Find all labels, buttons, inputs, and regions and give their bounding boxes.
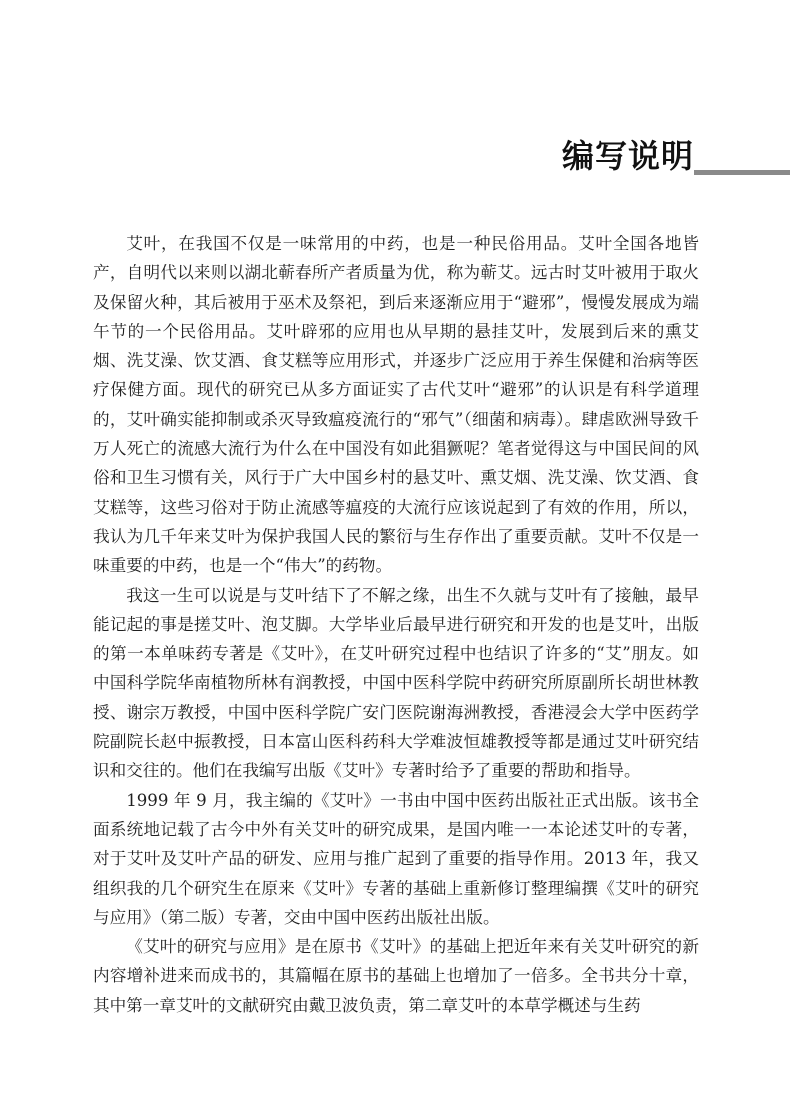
paragraph: 艾叶，在我国不仅是一味常用的中药，也是一种民俗用品。艾叶全国各地皆产，自明代以来则以湖北蕲春所产者质量为优，称为蕲艾。远古时艾叶被用于取火及保留火种，其后被用于巫术及祭祀，到后来逐渐应用于“避邪”，慢慢发展成为端午节的一个民俗用品。艾叶辟邪的应用也从早期的悬挂艾叶，发展到后来的熏艾烟、洗艾澡、饮艾酒、食艾糕等应用形式，并逐步广泛应用于养生保健和治病等医疗保健方面。现代的研究已从多方面证实了古代艾叶“避邪”的认识是有科学道理的，艾叶确实能抑制或杀灭导致瘟疫流行的“邪气”（细菌和病毒）。肆虐欧洲导致千万人死亡的流感大流行为什么在中国没有如此猖獗呢？笔者觉得这与中国民间的风俗和卫生习惯有关，风行于广大中国乡村的悬艾叶、熏艾烟、洗艾澡、饮艾酒、食艾糕等，这些习俗对于防止流感等瘟疫的大流行应该说起到了有效的作用，所以，我认为几千年来艾叶为保护我国人民的繁衍与生存作出了重要贡献。艾叶不仅是一味重要的中药，也是一个“伟大”的药物。 <box>93 234 699 576</box>
paragraph: 1999 年 9 月，我主编的《艾叶》一书由中国中医药出版社正式出版。该书全面系统地记载了古今中外有关艾叶的研究成果，是国内唯一一本论述艾叶的专著，对于艾叶及艾叶产品的研发、应用与推广起到了重要的指导作用。2013 年，我又组织我的几个研究生在原来《艾叶》专著的基础上重新修订整理编撰《艾叶的研究与应用》（第二版）专著，交由中国中医药出版社出版。 <box>93 790 699 927</box>
section-header <box>0 136 790 180</box>
section-title: 编写说明 <box>561 137 694 175</box>
body-text <box>93 229 699 1020</box>
paragraph: 《艾叶的研究与应用》是在原书《艾叶》的基础上把近年来有关艾叶研究的新内容增补进来而成书的，其篇幅在原书的基础上也增加了一倍多。全书共分十章，其中第一章艾叶的文献研究由戴卫波负责，第二章艾叶的本草学概述与生药 <box>93 937 699 1015</box>
title-underline-rule <box>694 170 790 175</box>
paragraph: 我这一生可以说是与艾叶结下了不解之缘，出生不久就与艾叶有了接触，最早能记起的事是搓艾叶、泡艾脚。大学毕业后最早进行研究和开发的也是艾叶，出版的第一本单味药专著是《艾叶》，在艾叶研究过程中也结识了许多的“艾”朋友。如中国科学院华南植物所林有润教授，中国中医科学院中药研究所原副所长胡世林教授、谢宗万教授，中国中医科学院广安门医院谢海洲教授，香港浸会大学中医药学院副院长赵中振教授，日本富山医科药科大学难波恒雄教授等都是通过艾叶研究结识和交往的。他们在我编写出版《艾叶》专著时给予了重要的帮助和指导。 <box>93 585 699 781</box>
